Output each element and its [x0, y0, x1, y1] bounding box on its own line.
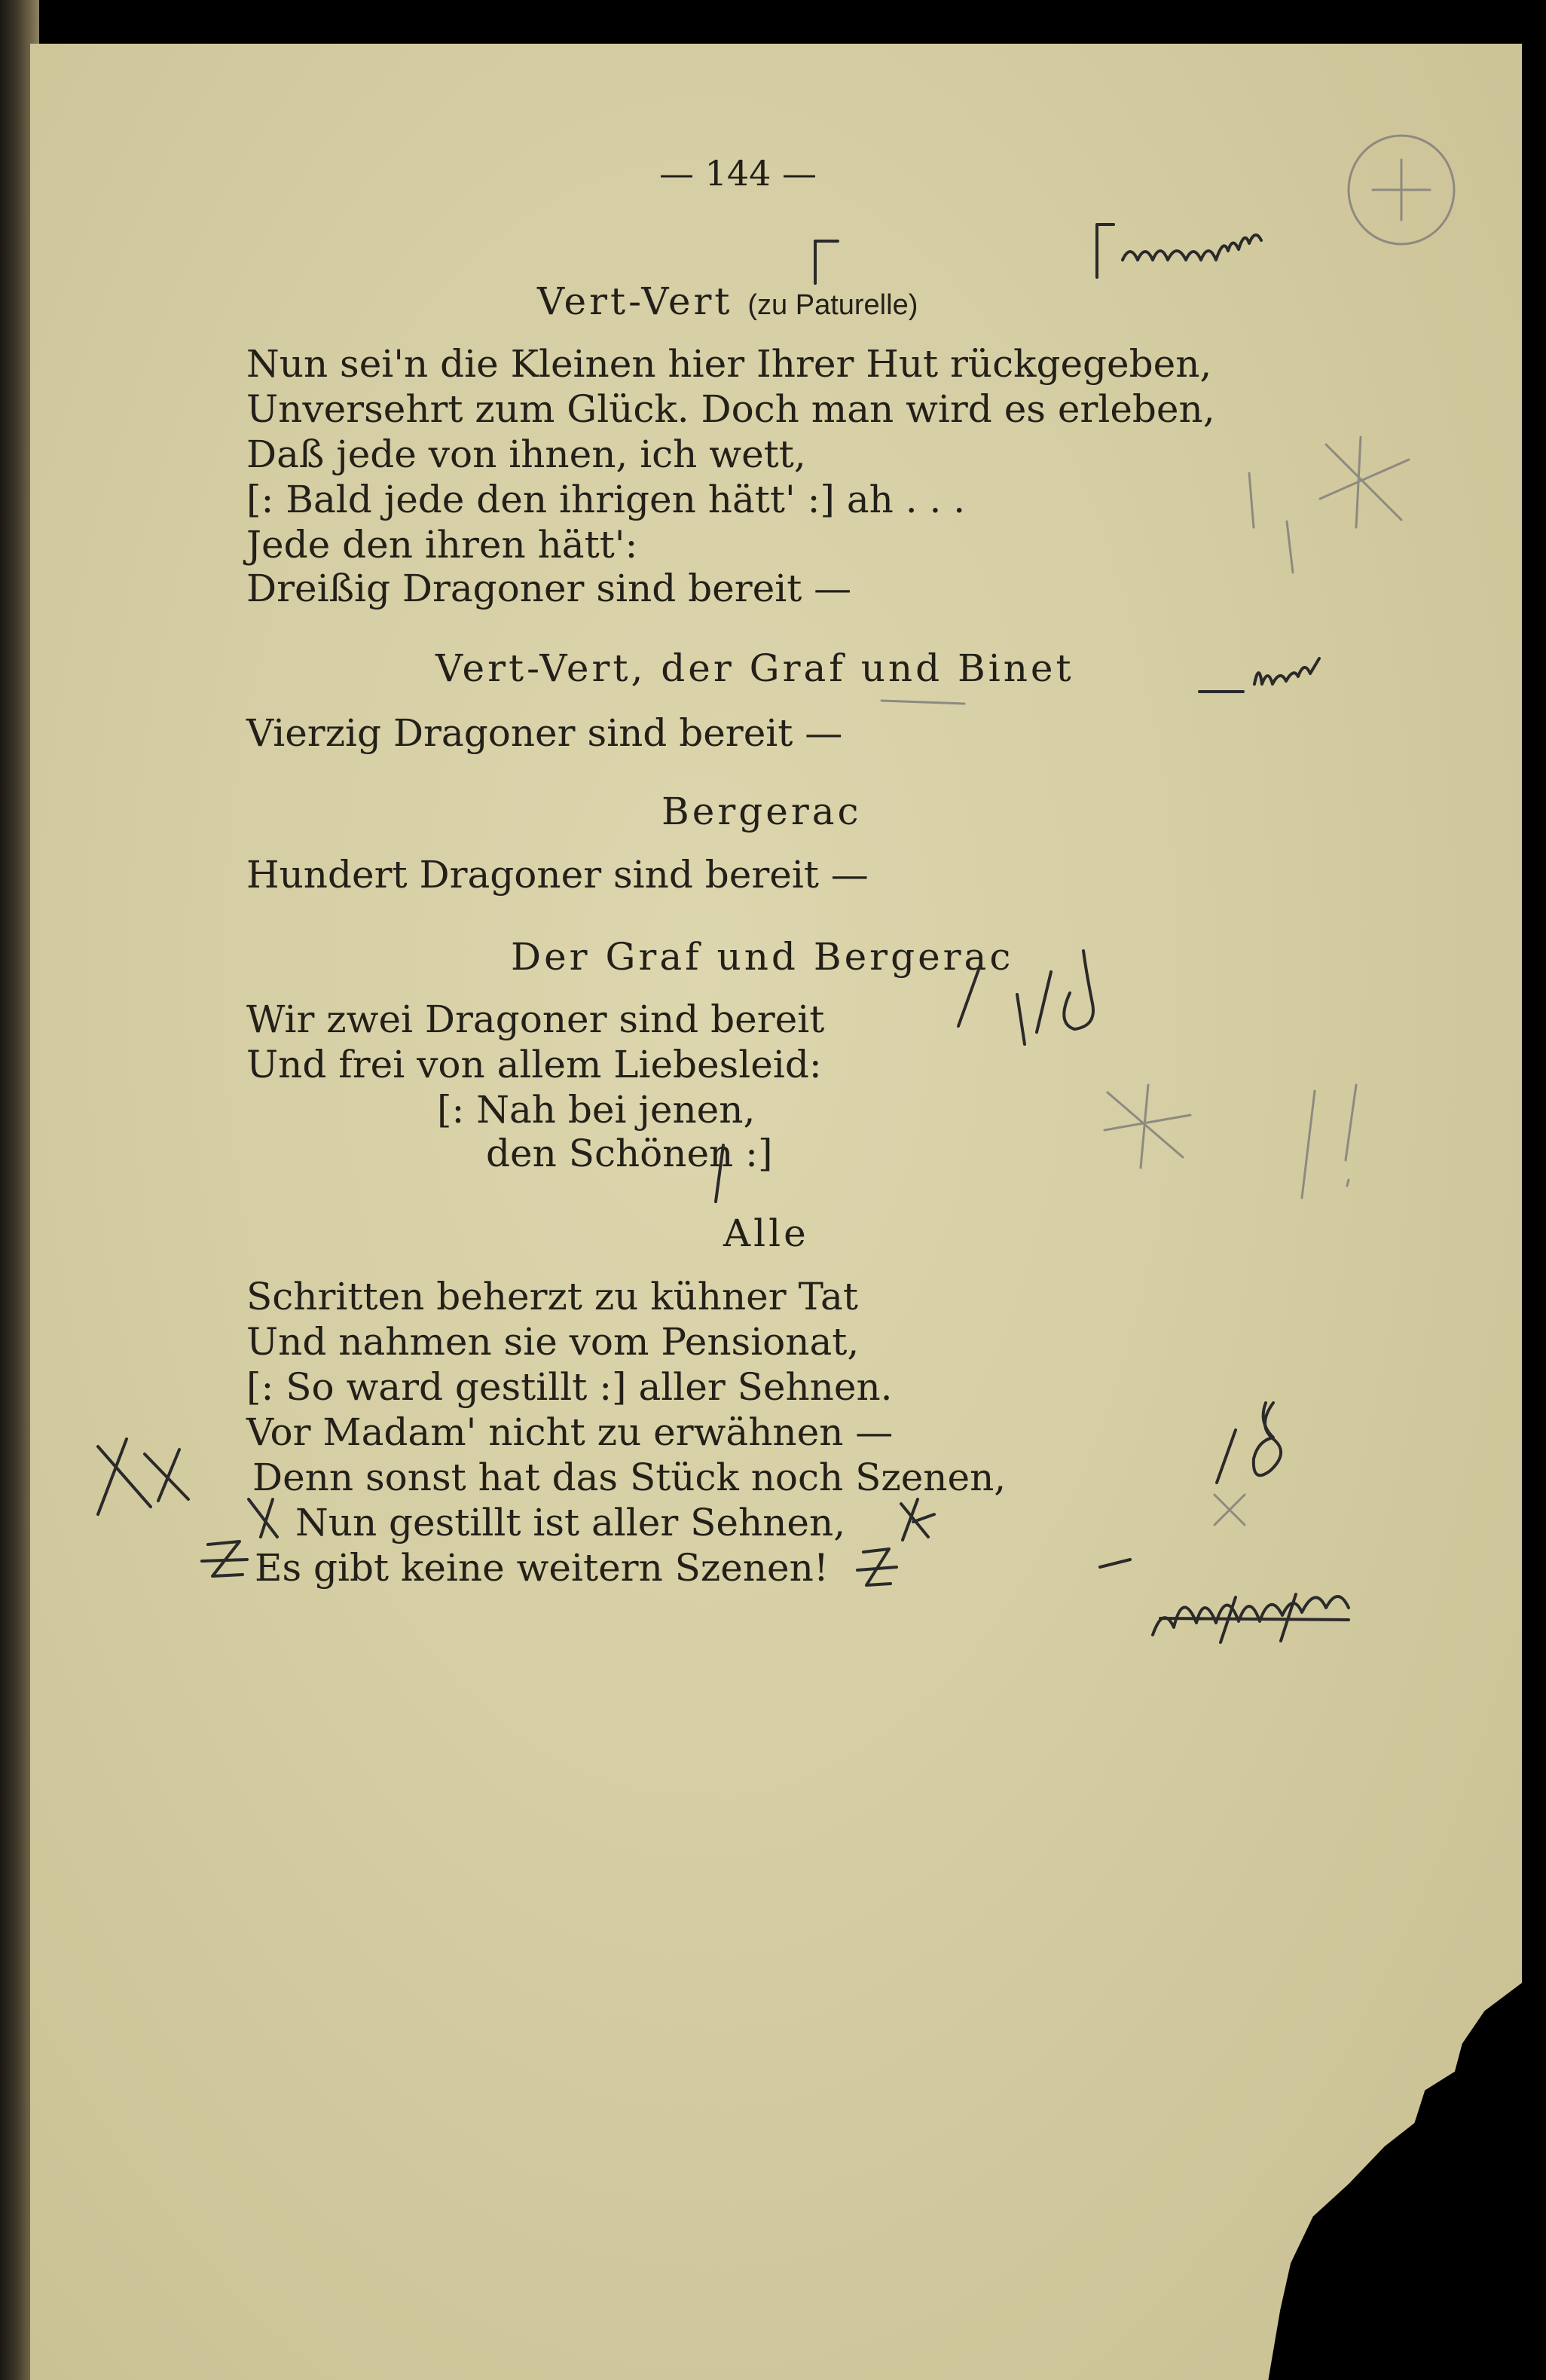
verse-line: Es gibt keine weitern Szenen! [255, 1546, 829, 1590]
verse-line: Vierzig Dragoner sind bereit — [246, 711, 843, 755]
verse-line: den Schönen :] [486, 1132, 773, 1175]
verse-line: Daß jede von ihnen, ich wett, [246, 432, 806, 476]
verse-line: [: Bald jede den ihrigen hätt' :] ah . . . [246, 478, 966, 521]
verse-line: Hundert Dragoner sind bereit — [246, 853, 869, 897]
verse-line: Jede den ihren hätt': [246, 523, 638, 567]
verse-line: Und frei von allem Liebesleid: [246, 1043, 822, 1086]
heading-text: Vert-Vert [537, 280, 733, 323]
verse-line: Und nahmen sie vom Pensionat, [246, 1320, 860, 1364]
verse-line: Schritten beherzt zu kühner Tat [246, 1275, 858, 1318]
verse-line: Unversehrt zum Glück. Doch man wird es erleben, [246, 387, 1215, 431]
section-heading: Der Graf und Bergerac [511, 935, 1014, 979]
section-heading: Vert-Vert, der Graf und Binet [435, 646, 1074, 690]
verse-line: [: Nah bei jenen, [437, 1088, 756, 1132]
heading-stage-note: (zu Paturelle) [747, 289, 918, 321]
verse-line: Nun gestillt ist aller Sehnen, [295, 1501, 846, 1544]
verse-line: [: So ward gestillt :] aller Sehnen. [246, 1365, 893, 1409]
verse-line: Dreißig Dragoner sind bereit — [246, 567, 852, 610]
section-heading: Alle [723, 1211, 809, 1255]
verse-line: Nun sei'n die Kleinen hier Ihrer Hut rückgegeben, [246, 342, 1212, 386]
verse-line: Denn sonst hat das Stück noch Szenen, [252, 1456, 1007, 1499]
verse-line: Vor Madam' nicht zu erwähnen — [246, 1410, 894, 1454]
verse-line: Wir zwei Dragoner sind bereit [246, 998, 825, 1041]
section-heading: Bergerac [661, 790, 862, 833]
section-heading-vert-vert [537, 280, 918, 323]
page-number: — 144 — [659, 153, 817, 194]
